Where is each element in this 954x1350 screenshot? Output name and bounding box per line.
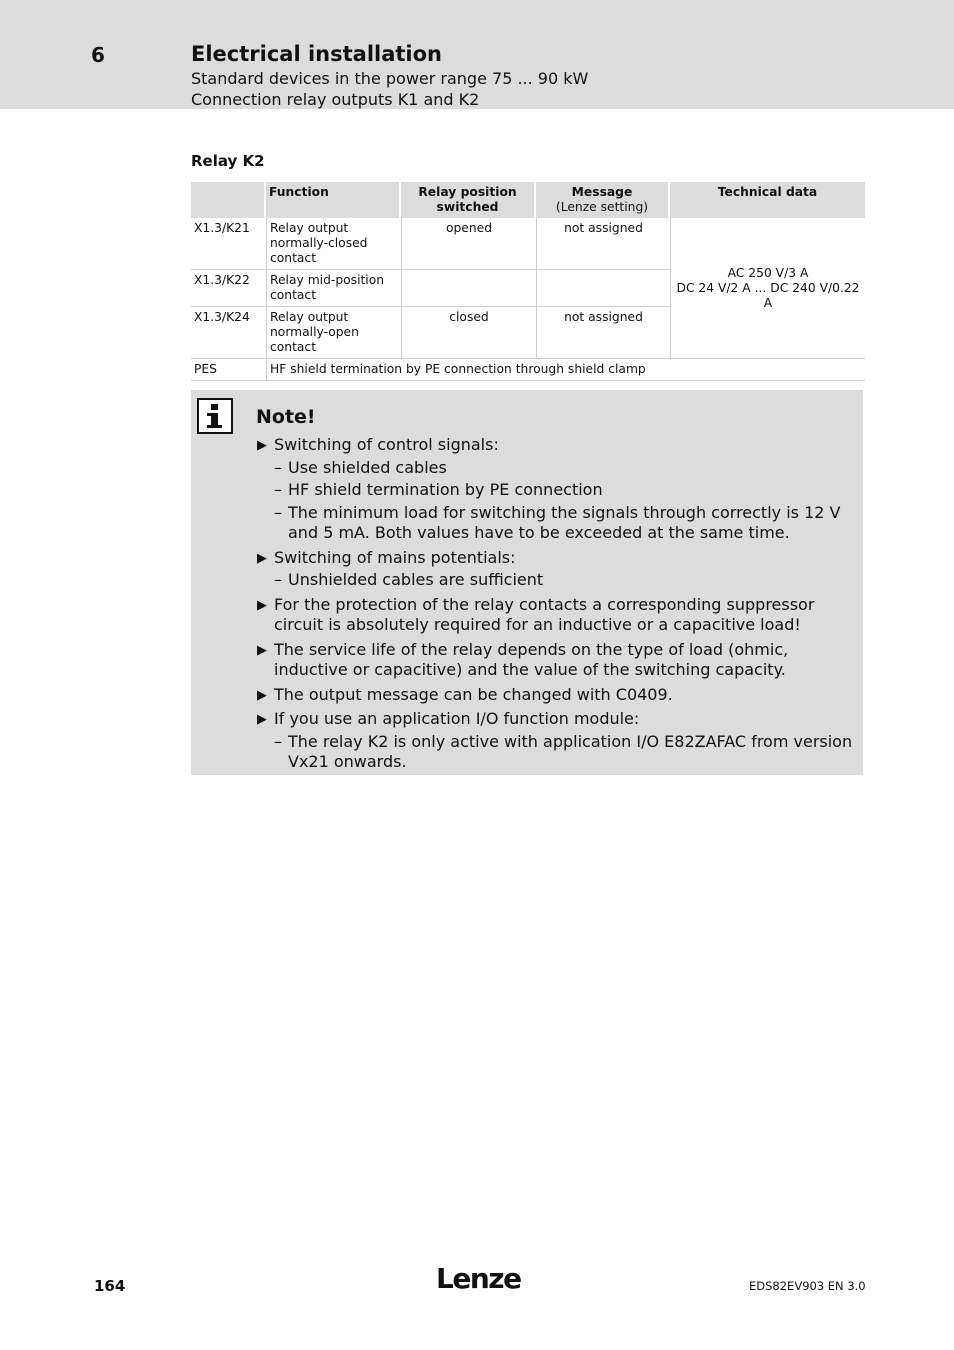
bullet-triangle-icon: ▶ xyxy=(257,687,267,703)
sub-item: – The relay K2 is only active with application I/O E82ZAFAC from version Vx21 onwards. xyxy=(274,731,853,771)
header-message xyxy=(536,182,670,218)
function-line: Relay output xyxy=(270,310,349,324)
header-message-line2: (Lenze setting) xyxy=(555,200,649,214)
page-number: 164 xyxy=(94,1277,126,1295)
terminal-cell: X1.3/K22 xyxy=(191,270,266,307)
technical-ac: AC 250 V/3 A xyxy=(727,265,809,280)
lenze-logo: Lenze xyxy=(436,1262,521,1295)
list-item xyxy=(257,595,857,636)
chapter-number: 6 xyxy=(91,43,105,67)
header-terminal xyxy=(191,182,266,218)
item-text: Switching of mains potentials: xyxy=(274,547,516,567)
list-item xyxy=(257,548,857,591)
chapter-title: Electrical installation xyxy=(191,42,442,66)
header-band xyxy=(0,0,954,109)
function-line: normally-closed xyxy=(270,236,368,250)
bullet-triangle-icon: ▶ xyxy=(257,550,267,566)
item-text: For the protection of the relay contacts a corresponding suppressor circuit is absolutely required for an inductive or a capacitive load! xyxy=(274,594,815,634)
header-technical: Technical data xyxy=(670,182,865,218)
pes-description: HF shield termination by PE connection through shield clamp xyxy=(266,359,865,381)
list-item xyxy=(257,435,857,544)
function-line: normally-open xyxy=(270,325,359,339)
header-message-line1: Message xyxy=(571,185,633,199)
list-item xyxy=(257,640,857,681)
function-cell xyxy=(266,307,401,359)
function-line: contact xyxy=(270,251,317,265)
subtitle-relay-outputs: Connection relay outputs K1 and K2 xyxy=(191,90,480,109)
sub-item: – HF shield termination by PE connection xyxy=(274,480,603,499)
item-text: Switching of control signals: xyxy=(274,435,499,454)
function-line: contact xyxy=(270,340,317,354)
header-function: Function xyxy=(266,182,401,218)
position-cell: closed xyxy=(401,307,536,359)
bullet-triangle-icon: ▶ xyxy=(257,712,267,727)
item-text: If you use an application I/O function module: xyxy=(274,709,640,728)
table-header-row xyxy=(191,182,865,218)
list-item xyxy=(257,709,857,773)
list-item xyxy=(257,685,857,706)
bullet-triangle-icon: ▶ xyxy=(257,597,267,613)
item-text: The service life of the relay depends on the type of load (ohmic, inductive or capacitive) and the value of the switching capacity. xyxy=(274,639,789,679)
terminal-cell: X1.3/K24 xyxy=(191,307,266,359)
bullet-triangle-icon: ▶ xyxy=(257,642,267,658)
terminal-cell: X1.3/K21 xyxy=(191,218,266,270)
sub-item: – Unshielded cables are sufficient xyxy=(274,570,544,589)
function-line: Relay output xyxy=(270,221,349,235)
item-text: The output message can be changed with C0409. xyxy=(274,684,673,704)
function-line: Relay mid-position xyxy=(270,273,385,287)
note-title: Note! xyxy=(256,406,316,428)
header-position-line1: Relay position xyxy=(418,185,517,199)
info-icon xyxy=(197,398,233,434)
message-cell: not assigned xyxy=(536,307,670,359)
table-row-pes xyxy=(191,359,865,381)
table-row xyxy=(191,218,865,270)
terminal-cell: PES xyxy=(191,359,266,381)
technical-data-cell xyxy=(670,218,865,359)
function-line: contact xyxy=(270,288,317,302)
function-cell xyxy=(266,270,401,307)
note-box xyxy=(191,390,863,775)
note-list xyxy=(257,435,857,777)
technical-dc: DC 24 V/2 A ... DC 240 V/0.22 A xyxy=(676,280,860,310)
message-cell: not assigned xyxy=(536,218,670,270)
position-cell xyxy=(401,270,536,307)
sub-item: – The minimum load for switching the signals through correctly is 12 V and 5 mA. Both values have to be exceeded at the same time. xyxy=(274,502,841,542)
position-cell: opened xyxy=(401,218,536,270)
message-cell xyxy=(536,270,670,307)
document-id: EDS82EV903 EN 3.0 xyxy=(749,1279,866,1293)
header-position-line2: switched xyxy=(436,200,499,214)
function-cell xyxy=(266,218,401,270)
sub-item: – Use shielded cables xyxy=(274,457,447,477)
relay-k2-table xyxy=(191,182,865,381)
bullet-triangle-icon: ▶ xyxy=(257,438,267,453)
section-title: Relay K2 xyxy=(191,152,265,170)
header-relay-position xyxy=(401,182,536,218)
subtitle-power-range: Standard devices in the power range 75 ... 90 kW xyxy=(191,69,589,88)
